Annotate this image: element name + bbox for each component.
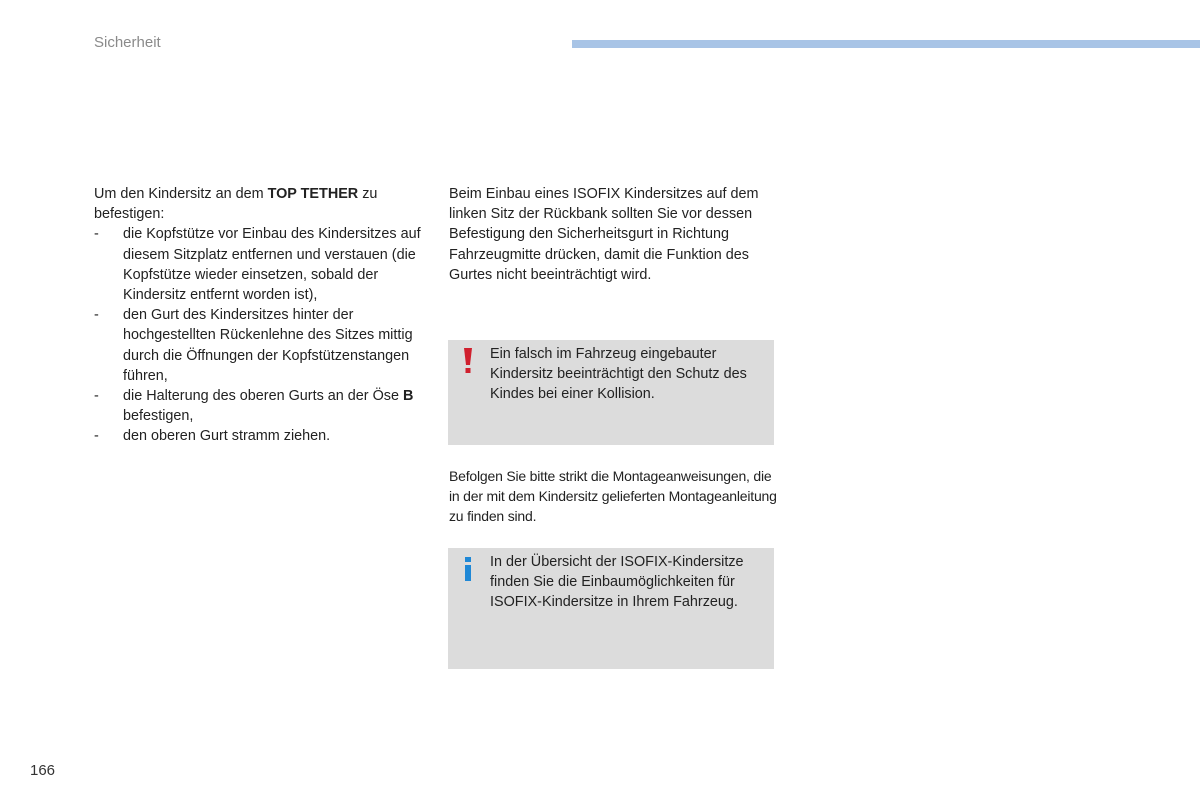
assembly-instructions-paragraph: Befolgen Sie bitte strikt die Montageanweisungen, die in der mit dem Kindersitz gelieferten Montageanleitung zu finden sind.: [449, 468, 777, 525]
list-item-text: den oberen Gurt stramm ziehen.: [123, 428, 331, 445]
section-title: Sicherheit: [94, 34, 161, 51]
page-number: 166: [30, 762, 56, 779]
bullet-dash: -: [94, 307, 99, 324]
intro-paragraph: [94, 184, 434, 224]
top-tether-label: TOP TETHER: [267, 186, 359, 202]
warning-note: [448, 340, 774, 445]
list-item: [94, 426, 434, 446]
intro-text-end: zu befestigen:: [94, 186, 378, 223]
list-item-text: den Gurt des Kindersitzes hinter der hochgestellten Rückenlehne des Sitzes mittig durch die Öffnungen der Kopfstützenstangen führen,: [123, 307, 413, 384]
instruction-list: [94, 224, 434, 446]
header-accent-bar: [572, 40, 1200, 48]
list-item-text: die Halterung des oberen Gurts an der Öse: [123, 388, 403, 405]
info-icon: [460, 554, 476, 582]
bullet-dash: -: [94, 428, 99, 445]
isofix-paragraph: Beim Einbau eines ISOFIX Kindersitzes auf dem linken Sitz der Rückbank sollten Sie vor dessen Befestigung den Sicherheitsgurt in Richtung Fahrzeugmitte drücken, damit die Funktion des Gurtes nicht beeinträchtigt wird.: [449, 186, 759, 283]
list-item-text: die Kopfstütze vor Einbau des Kindersitzes auf diesem Sitzplatz entfernen und verstauen (die Kopfstütze wieder einsetzen, sobald der Kindersitz entfernt worden ist),: [123, 226, 421, 304]
info-note: [448, 548, 774, 669]
list-item-text-end: befestigen,: [123, 408, 194, 425]
bullet-dash: -: [94, 388, 99, 405]
list-item: [94, 386, 434, 426]
left-column: [94, 184, 434, 447]
exclamation-icon: [460, 346, 476, 374]
bullet-dash: -: [94, 226, 99, 243]
info-note-text: In der Übersicht der ISOFIX-Kindersitze finden Sie die Einbaumöglichkeiten für ISOFIX-Kindersitze in Ihrem Fahrzeug.: [490, 554, 744, 611]
list-item: [94, 224, 434, 305]
list-item: [94, 305, 434, 386]
intro-text: Um den Kindersitz an dem: [94, 186, 268, 202]
warning-note-text: Ein falsch im Fahrzeug eingebauter Kindersitz beeinträchtigt den Schutz des Kindes bei einer Kollision.: [490, 346, 747, 403]
anchor-b-label: B: [402, 388, 414, 405]
